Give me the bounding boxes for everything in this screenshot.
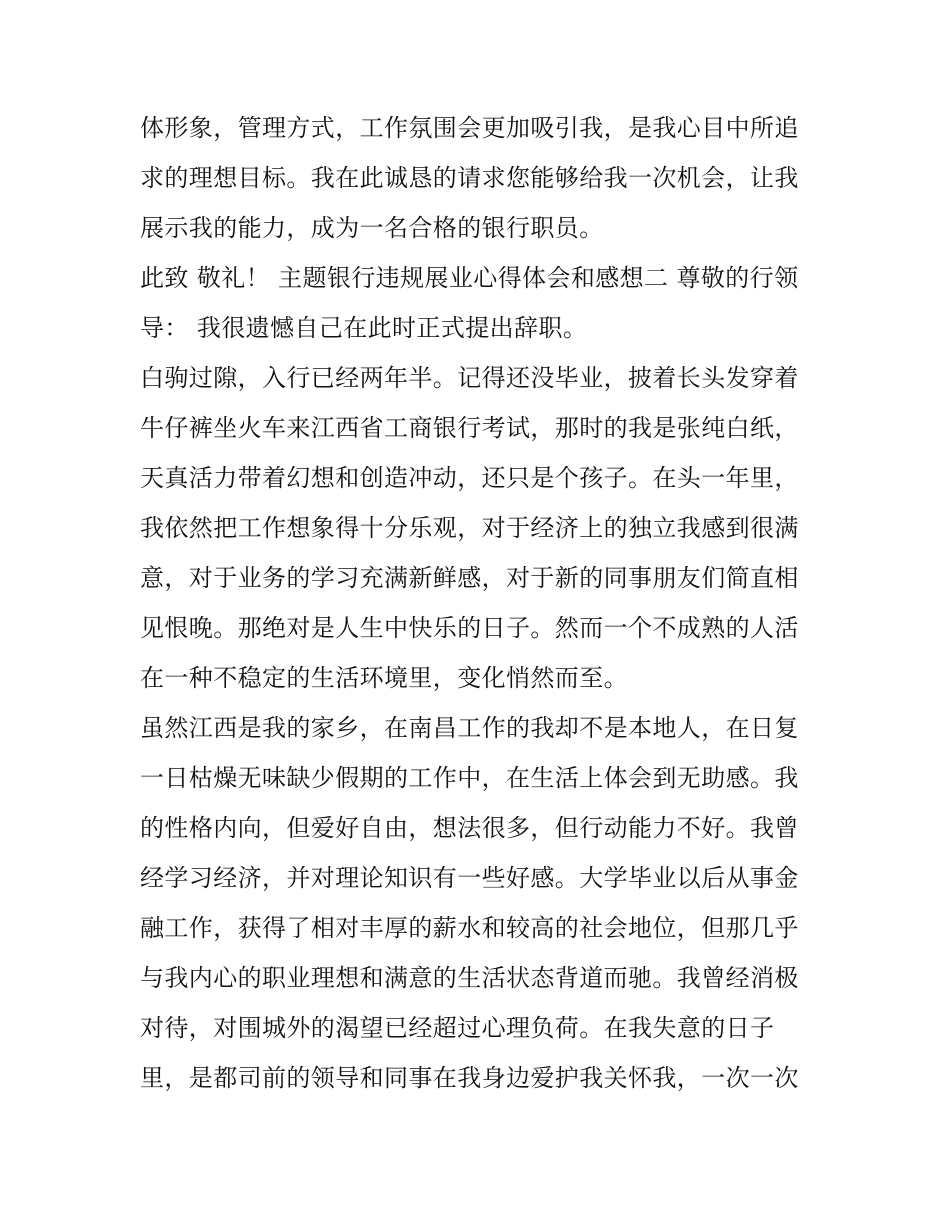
- text-line: 我依然把工作想象得十分乐观，对于经济上的独立我感到很满: [140, 514, 799, 542]
- text-line: 意，对于业务的学习充满新鲜感，对于新的同事朋友们简直相: [140, 564, 799, 592]
- text-line: 融工作，获得了相对丰厚的薪水和较高的社会地位，但那几乎: [140, 914, 799, 942]
- text-line: 此致 敬礼！ 主题银行违规展业心得体会和感想二 尊敬的行领: [140, 264, 799, 292]
- text-line: 天真活力带着幻想和创造冲动，还只是个孩子。在头一年里，: [140, 464, 799, 492]
- text-line: 牛仔裤坐火车来江西省工商银行考试，那时的我是张纯白纸，: [140, 414, 799, 442]
- text-line: 与我内心的职业理想和满意的生活状态背道而驰。我曾经消极: [140, 964, 799, 992]
- text-line: 里，是都司前的领导和同事在我身边爱护我关怀我，一次一次: [140, 1064, 799, 1092]
- text-line: 一日枯燥无味缺少假期的工作中，在生活上体会到无助感。我: [140, 764, 799, 792]
- text-line: 经学习经济，并对理论知识有一些好感。大学毕业以后从事金: [140, 864, 799, 892]
- text-line: 求的理想目标。我在此诚恳的请求您能够给我一次机会，让我: [140, 164, 799, 192]
- text-line: 对待，对围城外的渴望已经超过心理负荷。在我失意的日子: [140, 1014, 775, 1042]
- text-line: 在一种不稳定的生活环境里，变化悄然而至。: [140, 664, 628, 692]
- text-line: 见恨晚。那绝对是人生中快乐的日子。然而一个不成熟的人活: [140, 614, 799, 642]
- text-line: 白驹过隙，入行已经两年半。记得还没毕业，披着长头发穿着: [140, 364, 799, 392]
- text-line: 虽然江西是我的家乡，在南昌工作的我却不是本地人，在日复: [140, 714, 799, 742]
- text-line: 导： 我很遗憾自己在此时正式提出辞职。: [140, 314, 588, 342]
- body-text: [140, 103, 820, 1103]
- text-line: 展示我的能力，成为一名合格的银行职员。: [140, 214, 604, 242]
- text-line: 的性格内向，但爱好自由，想法很多，但行动能力不好。我曾: [140, 814, 799, 842]
- text-line: 体形象，管理方式，工作氛围会更加吸引我，是我心目中所追: [140, 114, 799, 142]
